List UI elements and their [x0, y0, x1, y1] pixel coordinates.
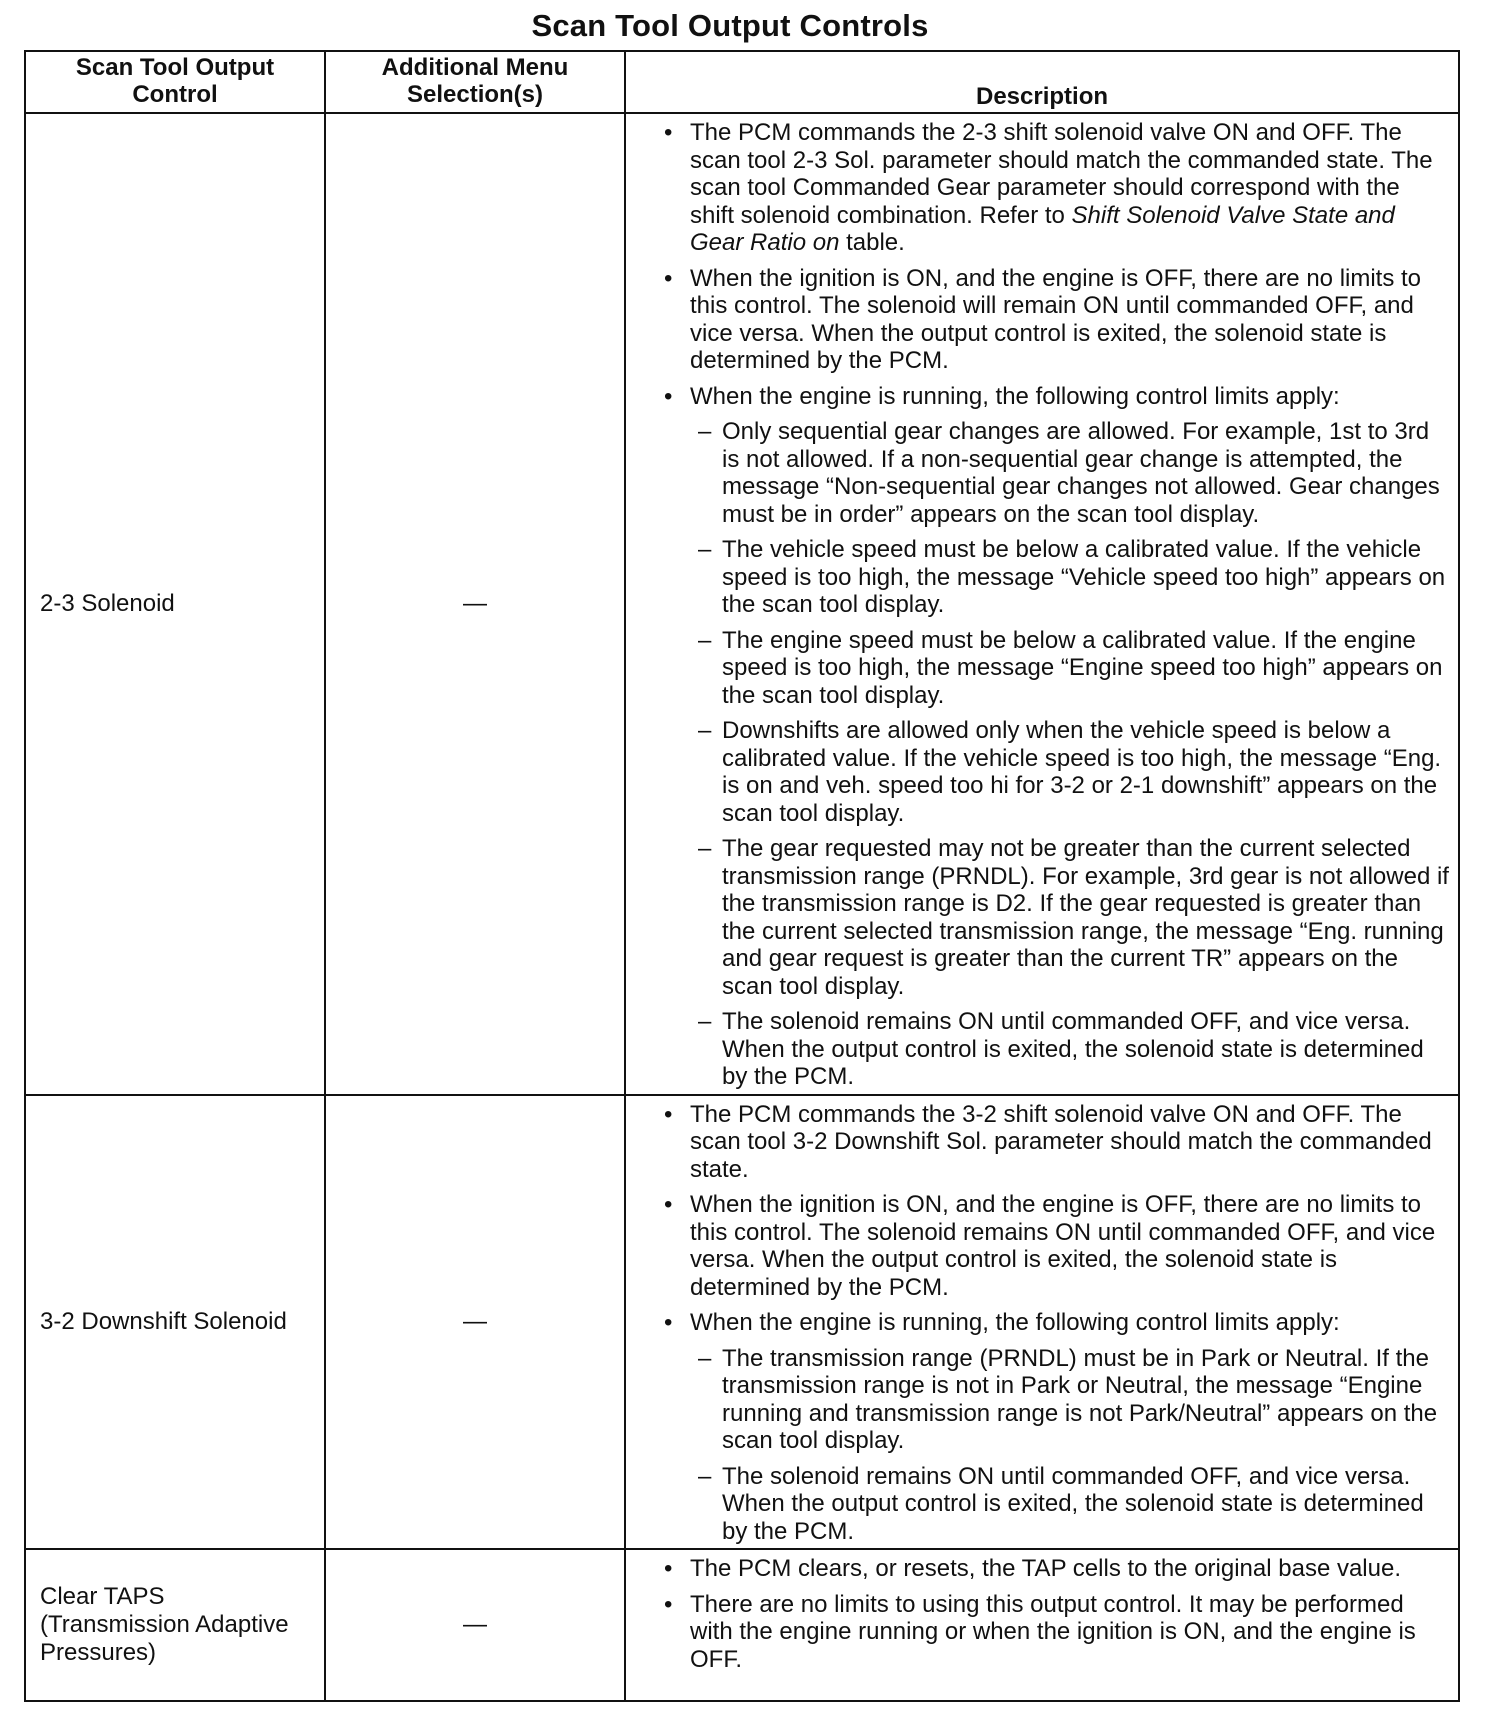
output-control-name: 2-3 Solenoid: [25, 113, 325, 1095]
sub-item: – The vehicle speed must be below a calibrated value. If the vehicle speed is too high, the message “Vehicle speed too high” appears on the scan tool display.: [698, 536, 1446, 618]
reference-table-title: Shift Solenoid Valve State and Gear Ratio on: [690, 201, 1395, 256]
sub-item: – Downshifts are allowed only when the vehicle speed is below a calibrated value. If the vehicle speed is too high, the message “Eng. is on and veh. speed too hi for 3-2 or 2-1 downshift” appears on the scan tool display.: [698, 717, 1442, 827]
description-bullet: • There are no limits to using this output control. It may be performed with the engine running or when the ignition is ON, and the engine is OFF.: [664, 1590, 1416, 1673]
dash-icon: –: [698, 626, 712, 654]
description-bullet: • The PCM commands the 2-3 shift solenoid valve ON and OFF. The scan tool 2-3 Sol. parameter should match the commanded state. The scan tool Commanded Gear parameter should correspond with the shift solenoid combination. Refer to Shift Solenoid Valve State and Gear Ratio on table.: [664, 119, 1433, 256]
page-title: Scan Tool Output Controls: [531, 8, 929, 43]
description-bullet: • When the ignition is ON, and the engine is OFF, there are no limits to this control. The solenoid will remain ON until commanded OFF, and vice versa. When the output control is exited, the solenoid state is determined by the PCM.: [664, 264, 1422, 374]
table-row: [25, 113, 1459, 1095]
additional-menu-value: —: [325, 1095, 625, 1550]
bullet-icon: •: [664, 1100, 673, 1128]
sub-item: – The gear requested may not be greater than the current selected transmission range (PRNDL). For example, 3rd gear is not allowed if the transmission range is D2. If the gear requested is greater than the current selected transmission range, the message “Eng. running and gear request is greater than the current TR” appears on the scan tool display.: [698, 835, 1449, 1000]
output-control-name: Clear TAPS (Transmission Adaptive Pressures): [25, 1549, 325, 1701]
description-bullet: • The PCM clears, or resets, the TAP cells to the original base value.: [664, 1555, 1401, 1582]
dash-icon: –: [698, 1462, 712, 1490]
output-controls-table: [24, 50, 1460, 1702]
description-bullet: • When the engine is running, the following control limits apply: – The transmission range (PRNDL) must be in Park or Neutral. If the transmission range is not in Park or Neutral, the message “Engine running and transmission range is not Park/Neutral” appears on the scan tool display. – The solenoid remains ON until commanded OFF, and vice versa. When the output control is exited, the solenoid state is determined by the PCM.: [664, 1309, 1450, 1545]
output-control-name: 3-2 Downshift Solenoid: [25, 1095, 325, 1550]
additional-menu-value: —: [325, 1549, 625, 1701]
sub-item: – The engine speed must be below a calibrated value. If the engine speed is too high, the message “Engine speed too high” appears on the scan tool display.: [698, 626, 1443, 709]
description-bullet: • When the engine is running, the following control limits apply: – Only sequential gear changes are allowed. For example, 1st to 3rd is not allowed. If a non-sequential gear change is attempted, the message “Non-sequential gear changes not allowed. Gear changes must be in order” appears on the scan tool display. – The vehicle speed must be below a calibrated value. If the vehicle speed is too high, the message “Vehicle speed too high” appears on the scan tool display. – The engine speed must be below a calibrated value. If the engine speed is too high, the message “Engine speed too high” appears on the scan tool display. – Downshifts are allowed only when the vehicle speed is below a calibrated value. If the vehicle speed is too high, the message “Eng. is on and veh. speed too hi for 3-2 or 2-1 downshift” appears on the scan tool display. – The gear requested may not be greater than the current selected transmission range (PRNDL). For example, 3rd gear is not allowed if the transmission range is D2. If the gear requested is greater than the current selected transmission range, the message “Eng. running and gear request is greater than the current TR” appears on the scan tool display. – The solenoid remains ON until commanded OFF, and vice versa. When the output control is exited, the solenoid state is determined by the PCM.: [664, 382, 1449, 1090]
table-header-row: [25, 51, 1459, 113]
table-row: [25, 1095, 1459, 1550]
table-row: [25, 1549, 1459, 1701]
dash-icon: –: [698, 1008, 712, 1035]
bullet-icon: •: [664, 382, 673, 410]
dash-icon: –: [698, 536, 712, 563]
header-description: Description: [625, 51, 1459, 113]
description-bullet: • The PCM commands the 3-2 shift solenoid valve ON and OFF. The scan tool 3-2 Downshift Sol. parameter should match the commanded state.: [664, 1100, 1432, 1183]
additional-menu-value: —: [325, 113, 625, 1095]
sub-item: – Only sequential gear changes are allowed. For example, 1st to 3rd is not allowed. If a non-sequential gear change is attempted, the message “Non-sequential gear changes not allowed. Gear changes must be in order” appears on the scan tool display.: [698, 418, 1440, 528]
bullet-icon: •: [664, 119, 673, 146]
sub-item: – The solenoid remains ON until commanded OFF, and vice versa. When the output control is exited, the solenoid state is determined by the PCM.: [698, 1008, 1424, 1090]
description-cell: [625, 1095, 1459, 1550]
dash-icon: –: [698, 717, 712, 744]
description-bullet: • When the ignition is ON, and the engine is OFF, there are no limits to this control. The solenoid remains ON until commanded OFF, and vice versa. When the output control is exited, the solenoid state is determined by the PCM.: [664, 1191, 1436, 1301]
header-output-control: Scan Tool Output Control: [25, 51, 325, 113]
bullet-icon: •: [664, 1555, 673, 1582]
description-cell: [625, 113, 1459, 1095]
bullet-icon: •: [664, 1309, 673, 1336]
sub-item: – The transmission range (PRNDL) must be in Park or Neutral. If the transmission range is not in Park or Neutral, the message “Engine running and transmission range is not Park/Neutral” appears on the scan tool display.: [698, 1344, 1438, 1454]
dash-icon: –: [698, 1344, 712, 1372]
header-additional-menu: Additional Menu Selection(s): [325, 51, 625, 113]
sub-item: – The solenoid remains ON until commanded OFF, and vice versa. When the output control is exited, the solenoid state is determined by the PCM.: [698, 1462, 1424, 1545]
description-cell: [625, 1549, 1459, 1701]
bullet-icon: •: [664, 264, 673, 292]
dash-icon: –: [698, 835, 712, 862]
bullet-icon: •: [664, 1191, 673, 1218]
dash-icon: –: [698, 418, 712, 445]
bullet-icon: •: [664, 1590, 673, 1618]
